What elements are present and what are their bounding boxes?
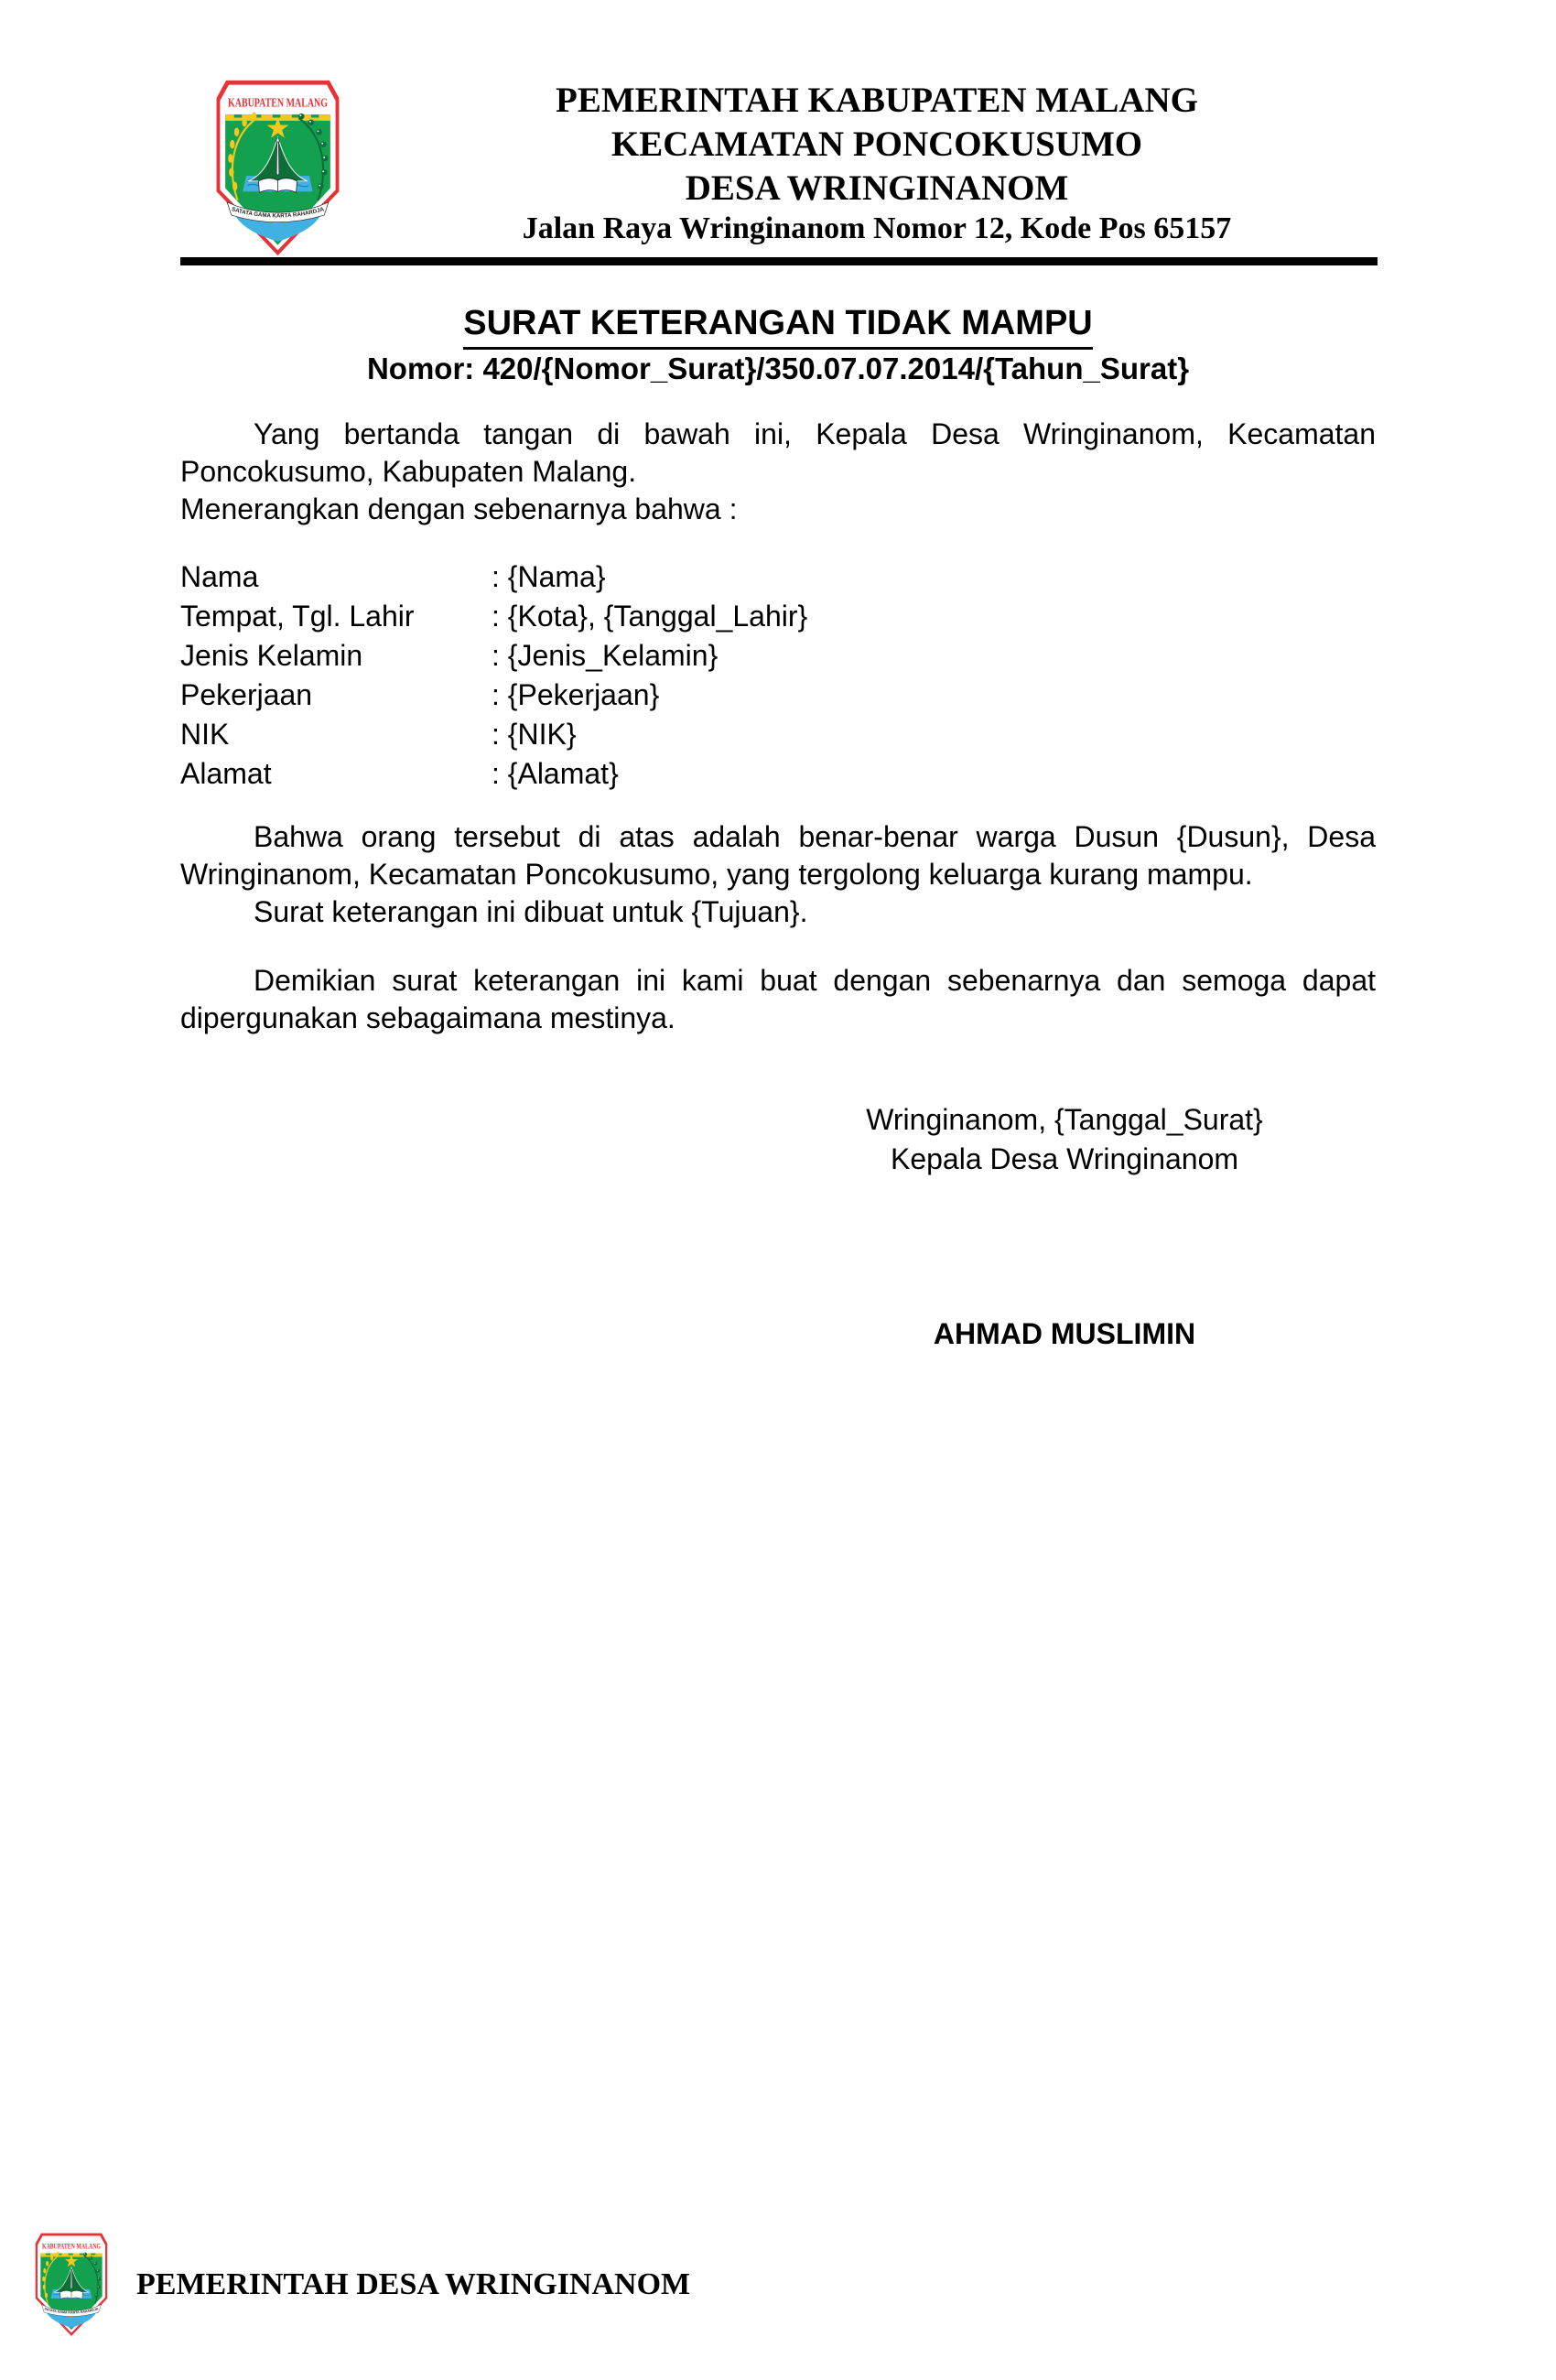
declaration-line: Menerangkan dengan sebenarnya bahwa : [180,492,738,525]
signature-block [753,1100,1376,1354]
field-label: Nama [180,560,259,593]
field-row-tempat-tgl-lahir [180,597,1376,636]
field-value: : {Nama} [492,560,606,593]
field-label: Pekerjaan [180,678,313,711]
letterhead-divider [180,257,1378,265]
field-row-nik [180,715,1376,754]
field-label: NIK [180,718,230,751]
kabupaten-malang-crest-icon [30,2232,113,2337]
field-value: : {Pekerjaan} [492,678,660,711]
field-label: Tempat, Tgl. Lahir [180,600,415,633]
footer-label: PEMERINTAH DESA WRINGINANOM [136,2266,691,2301]
document-number: Nomor: 420/{Nomor_Surat}/350.07.07.2014/{Tahun_Surat} [366,352,1190,385]
field-row-alamat [180,754,1376,794]
kabupaten-malang-crest-icon [208,78,348,257]
letterhead-village: DESA WRINGINANOM [685,168,1069,208]
subject-fields [180,557,1376,794]
statement-paragraph: Bahwa orang tersebut di atas adalah benar-benar warga Dusun {Dusun}, Desa Wringinanom, Kecamatan Poncokusumo, yang tergolong keluarga kurang mampu. [180,820,1376,891]
field-value: : {Alamat} [492,757,619,790]
letterhead-address: Jalan Raya Wringinanom Nomor 12, Kode Pos 65157 [522,211,1232,245]
opening-paragraph: Yang bertanda tangan di bawah ini, Kepala Desa Wringinanom, Kecamatan Poncokusumo, Kabupaten Malang. [180,417,1376,488]
field-row-jenis-kelamin [180,636,1376,676]
signature-name: AHMAD MUSLIMIN [933,1317,1196,1350]
field-value: : {Kota}, {Tanggal_Lahir} [492,600,808,633]
field-value: : {NIK} [492,718,577,751]
field-row-nama [180,557,1376,597]
signature-place-date: Wringinanom, {Tanggal_Surat} [866,1103,1263,1136]
letter-body [180,302,1376,1354]
field-label: Jenis Kelamin [180,639,363,672]
field-value: : {Jenis_Kelamin} [492,639,719,672]
letterhead-government: PEMERINTAH KABUPATEN MALANG [556,81,1198,120]
letterhead-district: KECAMATAN PONCOKUSUMO [611,124,1143,164]
letterhead [378,79,1376,247]
field-label: Alamat [180,757,272,790]
closing-paragraph: Demikian surat keterangan ini kami buat dengan sebenarnya dan semoga dapat dipergunakan sebagaimana mestinya. [180,964,1376,1034]
document-title: SURAT KETERANGAN TIDAK MAMPU [463,302,1093,350]
page-footer [30,2232,690,2337]
signature-role: Kepala Desa Wringinanom [890,1142,1239,1175]
field-row-pekerjaan [180,676,1376,715]
purpose-line: Surat keterangan ini dibuat untuk {Tujuan}. [254,895,808,928]
